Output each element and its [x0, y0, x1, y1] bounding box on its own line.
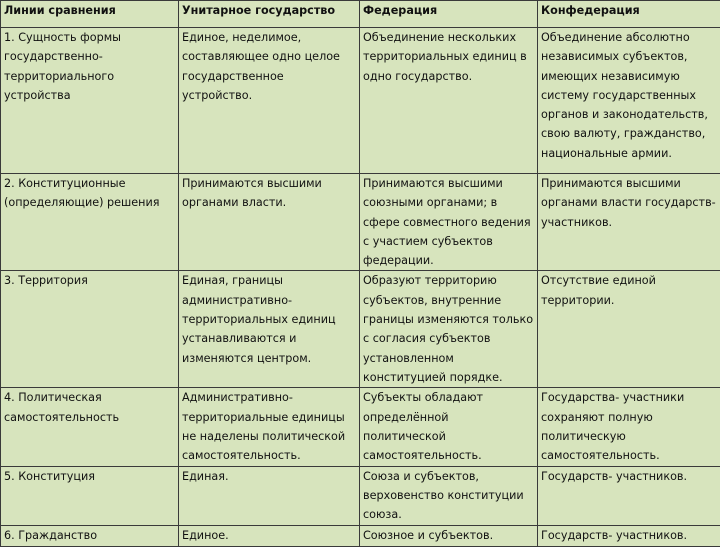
cell-unitary: Единое. — [179, 525, 360, 546]
cell-federation: Образуют территорию субъектов, внутренние границы изменяются только с согласия субъектов установленном конституцией порядке. — [360, 271, 538, 388]
header-comparison-lines: Линии сравнения — [1, 1, 179, 28]
cell-line: 5. Конституция — [1, 466, 179, 525]
cell-line: 1. Сущность формы государственно-территориального устройства — [1, 28, 179, 174]
cell-unitary: Принимаются высшими органами власти. — [179, 174, 360, 271]
cell-confederation: Государств- участников. — [538, 525, 720, 546]
cell-federation: Принимаются высшими союзными органами; в сфере совместного ведения с участием субъектов федерации. — [360, 174, 538, 271]
cell-federation: Союза и субъектов, верховенство конституции союза. — [360, 466, 538, 525]
cell-line: 2. Конституционные (определяющие) решения — [1, 174, 179, 271]
table-row — [1, 388, 720, 466]
cell-federation: Субъекты обладают определённой политической самостоятельность. — [360, 388, 538, 466]
cell-federation: Объединение нескольких территориальных единиц в одно государство. — [360, 28, 538, 174]
cell-unitary: Единая, границы административно-территориальных единиц устанавливаются и изменяются центром. — [179, 271, 360, 388]
header-row — [1, 1, 720, 28]
table-row — [1, 525, 720, 546]
cell-confederation: Государств- участников. — [538, 466, 720, 525]
header-unitary-state: Унитарное государство — [179, 1, 360, 28]
cell-confederation: Государства- участники сохраняют полную политическую самостоятельность. — [538, 388, 720, 466]
cell-confederation: Отсутствие единой территории. — [538, 271, 720, 388]
table-row — [1, 174, 720, 271]
cell-confederation: Принимаются высшими органами власти государств-участников. — [538, 174, 720, 271]
table-row — [1, 466, 720, 525]
cell-confederation: Объединение абсолютно независимых субъектов, имеющих независимую систему государственных органов и законодательств, свою валюту, гражданство, национальные армии. — [538, 28, 720, 174]
table-row — [1, 28, 720, 174]
cell-unitary: Административно-территориальные единицы не наделены политической самостоятельность. — [179, 388, 360, 466]
header-confederation: Конфедерация — [538, 1, 720, 28]
cell-line: 3. Территория — [1, 271, 179, 388]
cell-line: 4. Политическая самостоятельность — [1, 388, 179, 466]
table-row — [1, 271, 720, 388]
cell-federation: Союзное и субъектов. — [360, 525, 538, 546]
header-federation: Федерация — [360, 1, 538, 28]
cell-unitary: Единая. — [179, 466, 360, 525]
cell-unitary: Единое, неделимое, составляющее одно целое государственное устройство. — [179, 28, 360, 174]
cell-line: 6. Гражданство — [1, 525, 179, 546]
